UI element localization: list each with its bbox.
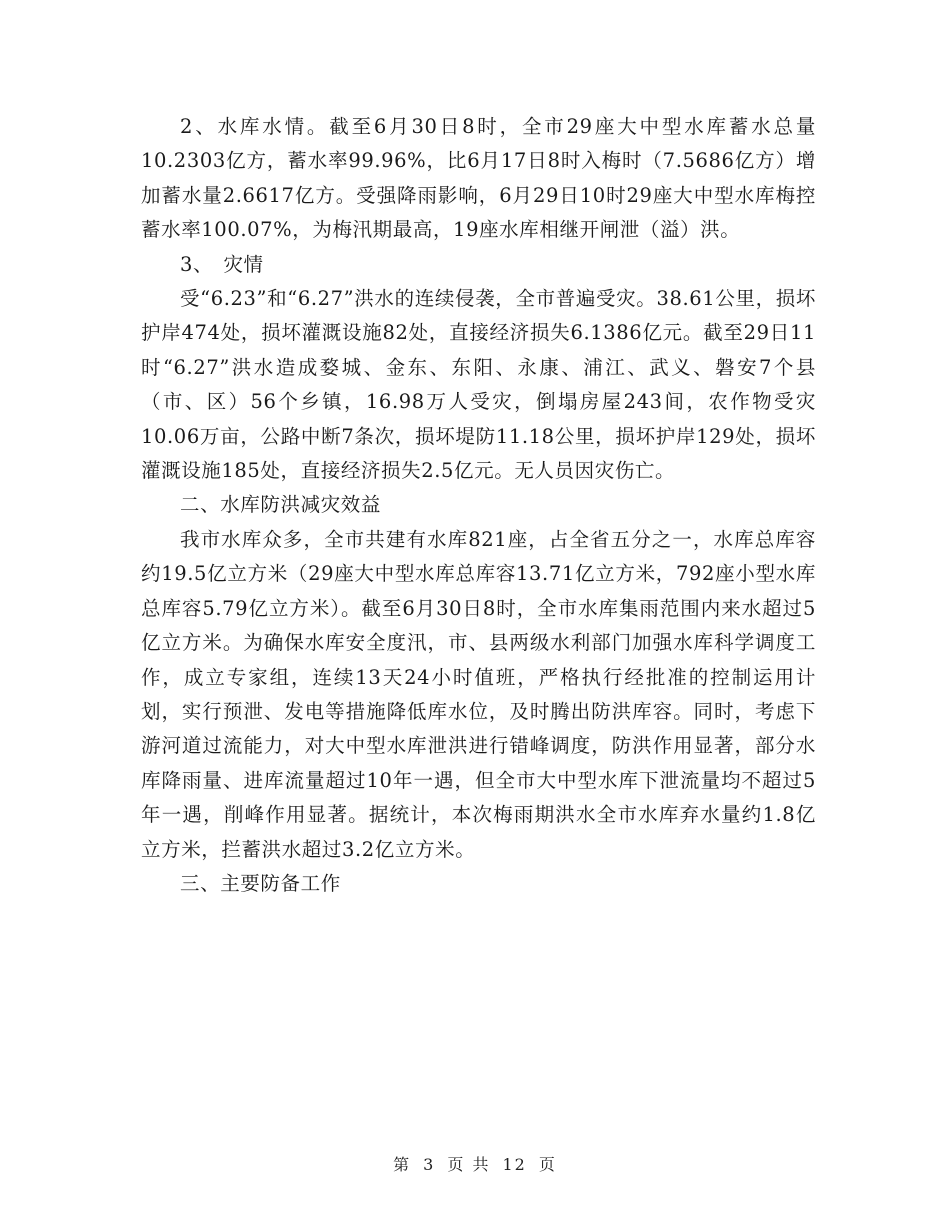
page-footer bbox=[0, 1152, 950, 1175]
paragraph-reservoir-water: 2、水库水情。截至6月30日8时，全市29座大中型水库蓄水总量10.2303亿方，蓄水率99.96%，比6月17日8时入梅时（7.5686亿方）增加蓄水量2.6617亿方。受强降雨影响，6月29日10时29座大中型水库梅控蓄水率100.07%，为梅汛期最高，19座水库相继开闸泄（溢）洪。 bbox=[141, 115, 816, 242]
paragraph-reservoir-benefits: 我市水库众多，全市共建有水库821座，占全省五分之一，水库总库容约19.5亿立方米（29座大中型水库总库容13.71亿立方米，792座小型水库总库容5.79亿立方米）。截至6月30日8时，全市水库集雨范围内来水超过5亿立方米。为确保水库安全度汛，市、县两级水利部门加强水库科学调度工作，成立专家组，连续13天24小时值班，严格执行经批准的控制运用计划，实行预泄、发电等措施降低库水位，及时腾出防洪库容。同时，考虑下游河道过流能力，对大中型水库泄洪进行错峰调度，防洪作用显著，部分水库降雨量、进库流量超过10年一遇，但全市大中型水库下泄流量均不超过5年一遇，削峰作用显著。据统计，本次梅雨期洪水全市水库弃水量约1.8亿立方米，拦蓄洪水超过3.2亿立方米。 bbox=[141, 527, 816, 861]
footer-total-pages: 12 bbox=[502, 1155, 527, 1174]
paragraph-disaster: 受“6.23”和“6.27”洪水的连续侵袭，全市普遍受灾。38.61公里，损坏护岸474处，损坏灌溉设施82处，直接经济损失6.1386亿元。截至29日11时“6.27”洪水造成婺城、金东、东阳、永康、浦江、武义、磐安7个县（市、区）56个乡镇，16.98万人受灾，倒塌房屋243间，农作物受灾10.06万亩，公路中断7条次，损坏堤防11.18公里，损坏护岸129处，损坏灌溉设施185处，直接经济损失2.5亿元。无人员因灾伤亡。 bbox=[141, 287, 816, 483]
heading-main-preparation: 三、主要防备工作 bbox=[180, 871, 341, 895]
footer-suffix: 页 bbox=[538, 1155, 557, 1174]
document-body bbox=[141, 110, 816, 901]
footer-mid: 页 共 bbox=[447, 1155, 491, 1174]
heading-disaster: 3、 灾情 bbox=[180, 252, 264, 276]
footer-prefix: 第 bbox=[393, 1155, 412, 1174]
heading-reservoir-benefits: 二、水库防洪减灾效益 bbox=[180, 493, 382, 517]
footer-page-number: 3 bbox=[423, 1155, 436, 1174]
